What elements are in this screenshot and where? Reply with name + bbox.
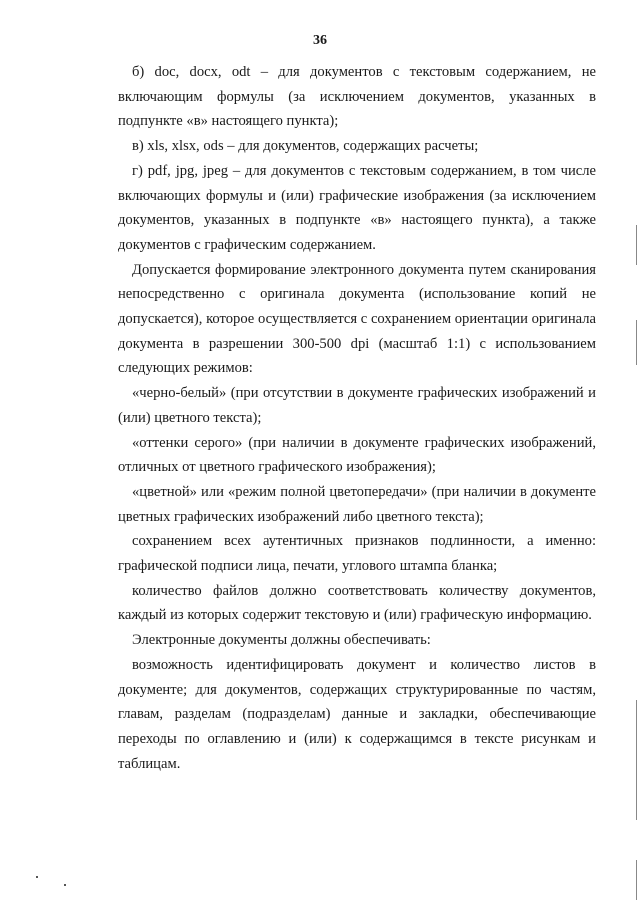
paragraph: б) doc, docx, odt – для документов с текстовым содержанием, не включающим формулы (за исключением документов, указанных в подпункте «в» настоящего пункта); xyxy=(118,64,596,130)
page-number: 36 xyxy=(313,33,327,48)
paragraph: «черно-белый» (при отсутствии в документе графических изображений и (или) цветного текста); xyxy=(118,385,596,426)
paragraph: количество файлов должно соответствовать количеству документов, каждый из которых содержит текстовую и (или) графическую информацию. xyxy=(118,582,596,624)
scan-edge-mark xyxy=(636,700,637,820)
document-body xyxy=(118,60,596,776)
paragraph: «цветной» или «режим полной цветопередачи» (при наличии в документе цветных графических изображений либо цветного текста); xyxy=(118,483,596,525)
paragraph: «оттенки серого» (при наличии в документе графических изображений, отличных от цветного графического изображения); xyxy=(118,434,596,476)
scan-dot xyxy=(36,876,38,878)
paragraph: возможность идентифицировать документ и количество листов в документе; для документов, содержащих структурированные по частям, главам, разделам (подразделам) данные и закладки, обеспечивающие переходы по оглавлению и (или) к содержащимся в тексте рисункам и таблицам. xyxy=(118,656,596,772)
paragraph: в) xls, xlsx, ods – для документов, содержащих расчеты; xyxy=(132,138,479,155)
paragraph: Допускается формирование электронного документа путем сканирования непосредственно с оригинала документа (использование копий не допускается), которое осуществляется с сохранением ориентации оригинала документа в разрешении 300-500 dpi (масштаб 1:1) с использованием следующих режимов: xyxy=(118,261,596,377)
paragraph: сохранением всех аутентичных признаков подлинности, а именно: графической подписи лица, печати, углового штампа бланка; xyxy=(118,533,596,575)
scan-dot xyxy=(64,884,66,886)
scan-edge-mark xyxy=(636,860,637,900)
scan-edge-mark xyxy=(636,320,637,365)
scan-edge-mark xyxy=(636,225,637,265)
paragraph: г) pdf, jpg, jpeg – для документов с текстовым содержанием, в том числе включающих формулы и (или) графические изображения (за исключением документов, указанных в подпункте «в» настоящего пункта), а также документов с графическим содержанием. xyxy=(118,162,596,253)
paragraph: Электронные документы должны обеспечивать: xyxy=(132,632,431,649)
